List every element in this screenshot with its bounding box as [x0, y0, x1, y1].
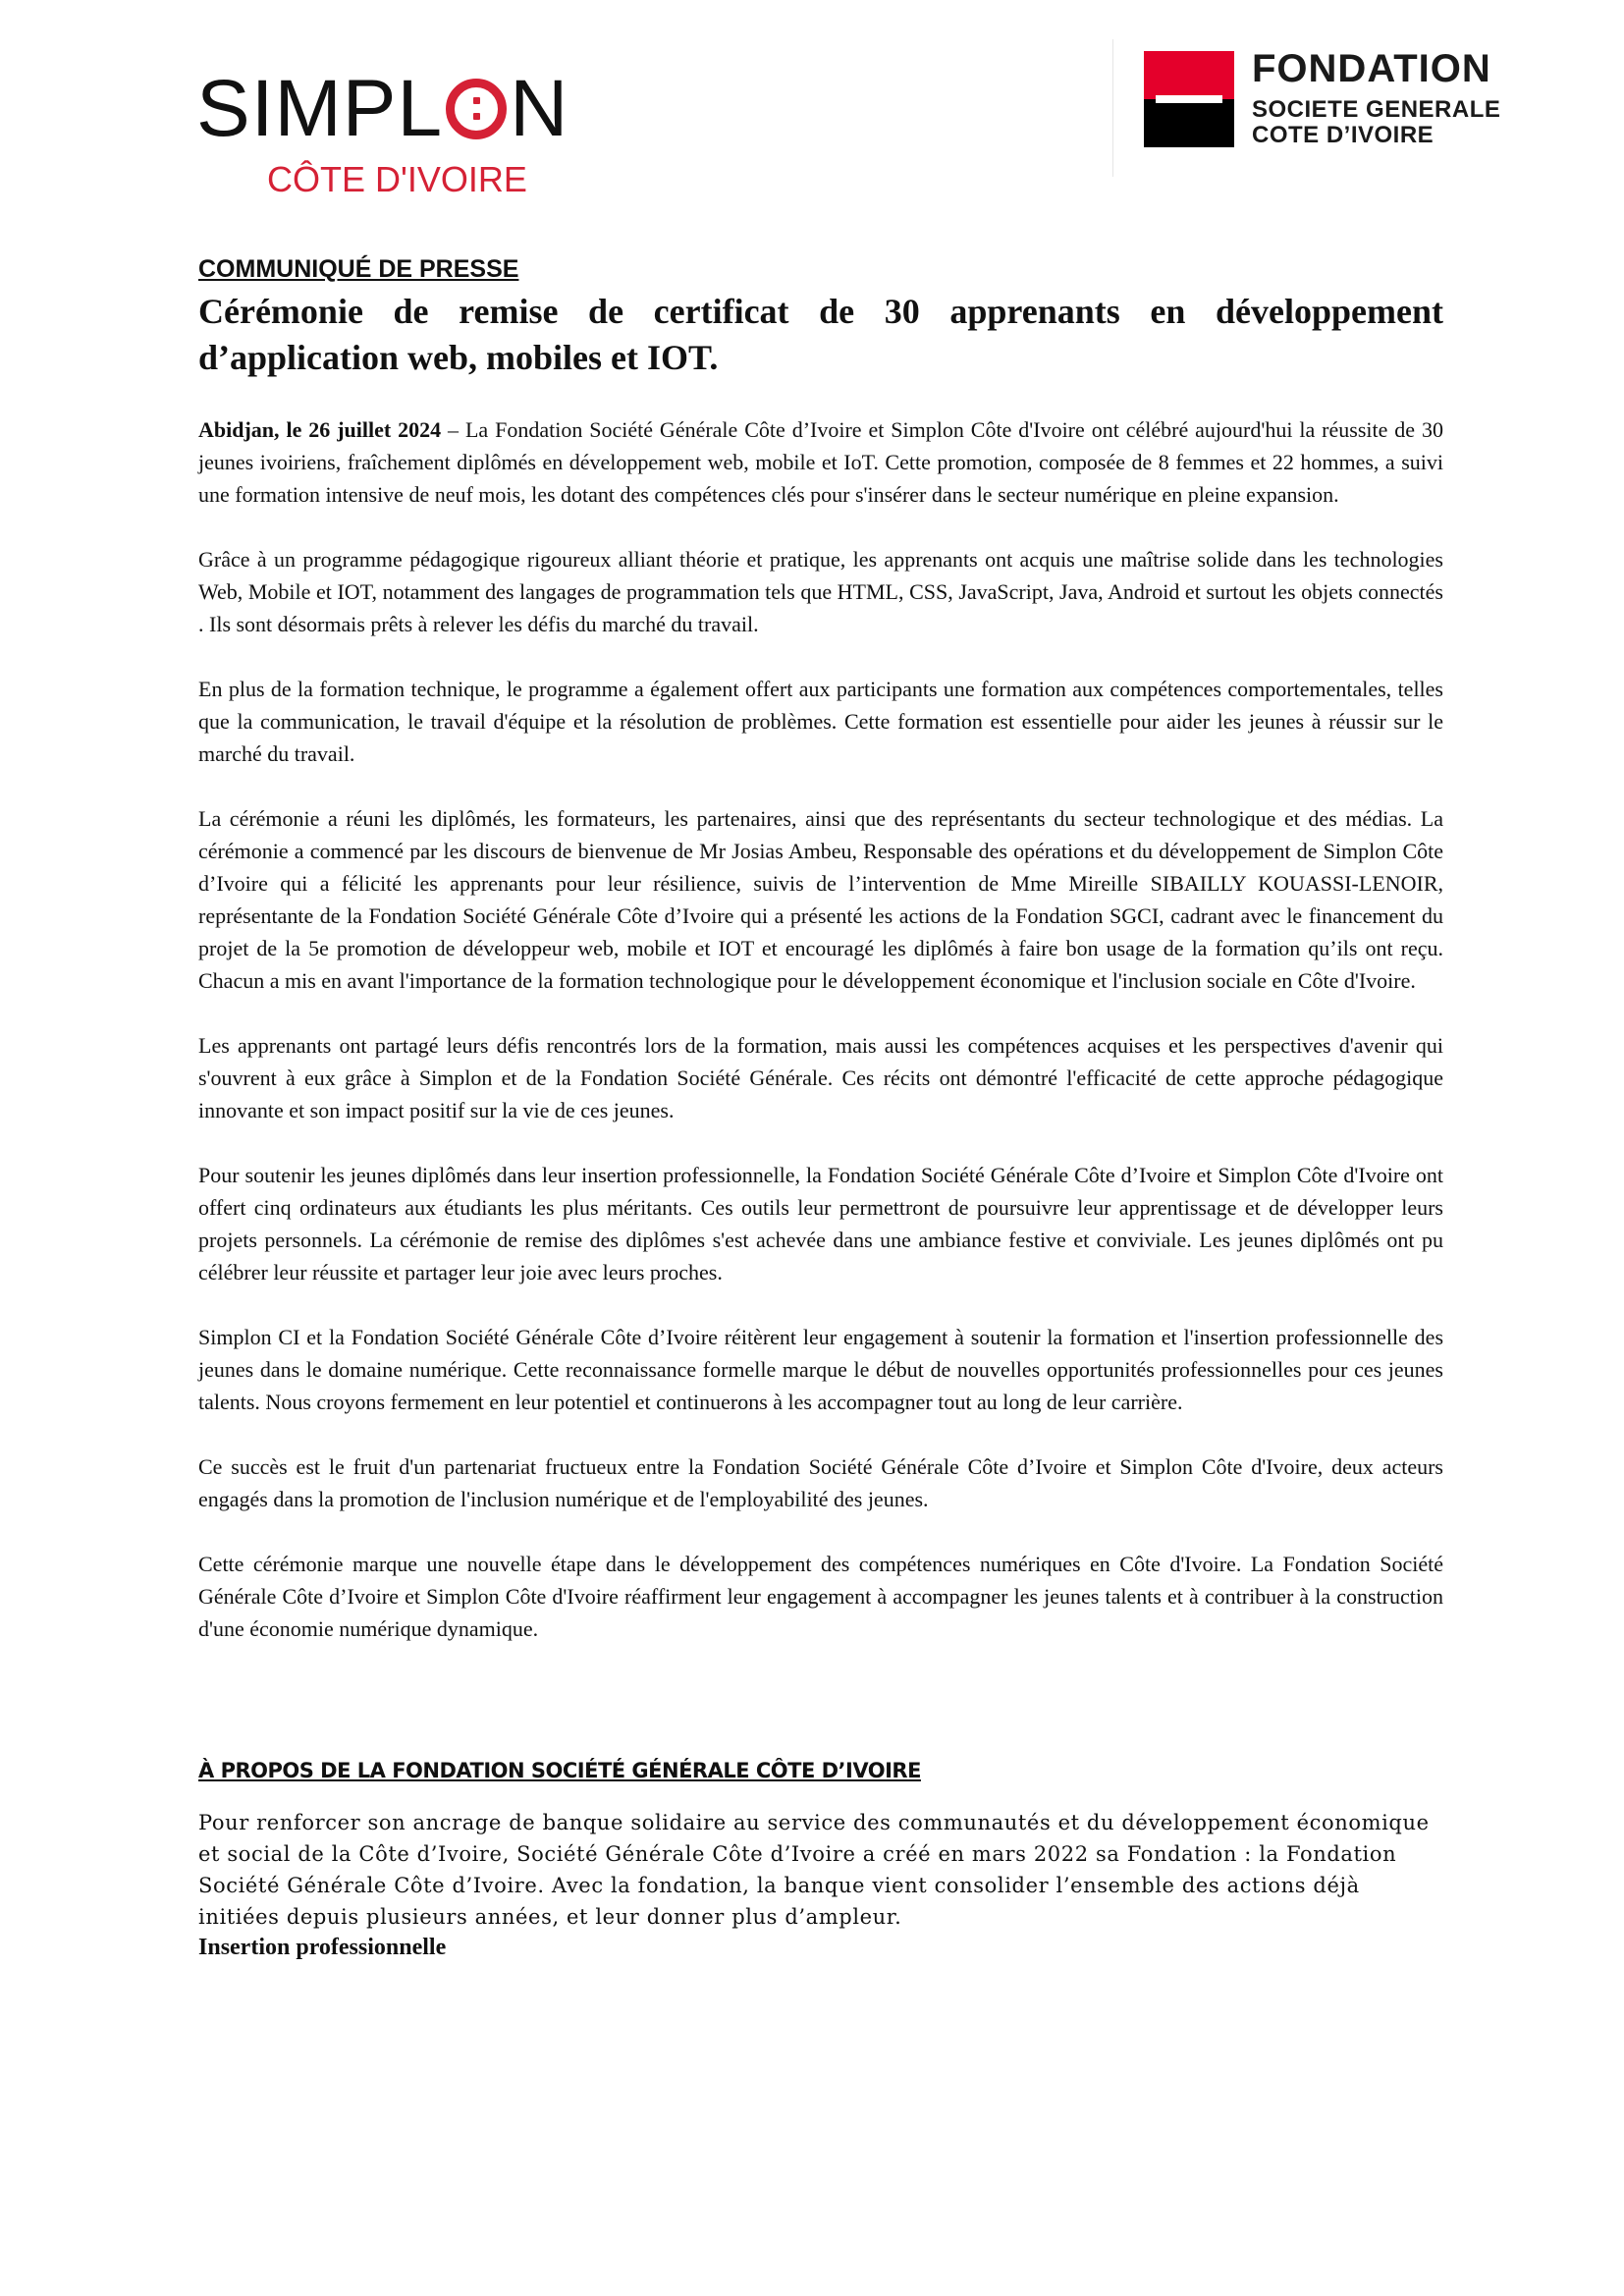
simplon-o-icon: [446, 79, 507, 139]
paragraph-1: [198, 413, 1443, 511]
paragraph-7: Simplon CI et la Fondation Société Générale Côte d’Ivoire réitèrent leur engagement à soutenir la formation et l'insertion professionnelle des jeunes dans le domaine numérique. Cette reconnaissance formelle marque le début de nouvelles opportunités professionnelles pour ces jeunes talents. Nous croyons fermement en leur potentiel et continuerons à les accompagner tout au long de leur carrière.: [198, 1325, 1443, 1414]
about-paragraph: Pour renforcer son ancrage de banque solidaire au service des communautés et du développement économique et social de la Côte d’Ivoire, Société Générale Côte d’Ivoire a créé en mars 2022 sa Fondation : la Fondation Société Générale Côte d’Ivoire. Avec la fondation, la banque vient consolider l’ensemble des actions déjà initiées depuis plusieurs années, et leur donner plus d’ampleur.: [198, 1811, 1430, 1929]
paragraph-9: Cette cérémonie marque une nouvelle étape dans le développement des compétences numériques en Côte d'Ivoire. La Fondation Société Générale Côte d’Ivoire et Simplon Côte d'Ivoire réaffirment leur engagement à accompagner les jeunes talents et à contribuer à la construction d'une économie numérique dynamique.: [198, 1552, 1443, 1641]
paragraph-2: Grâce à un programme pédagogique rigoureux alliant théorie et pratique, les apprenants ont acquis une maîtrise solide dans les technologies Web, Mobile et IOT, notamment des langages de programmation tels que HTML, CSS, JavaScript, Java, Android et surtout les objets connectés . Ils sont désormais prêts à relever les défis du marché du travail.: [198, 547, 1443, 636]
simplon-wordmark: [196, 65, 568, 153]
press-release-headline: Cérémonie de remise de certificat de 30 apprenants en développement d’application web, mobiles et IOT.: [198, 292, 1443, 377]
press-release-kicker: COMMUNIQUÉ DE PRESSE: [198, 255, 519, 283]
about-heading: À PROPOS DE LA FONDATION SOCIÉTÉ GÉNÉRALE CÔTE D’IVOIRE: [198, 1759, 921, 1782]
dateline: Abidjan, le 26 juillet 2024: [198, 417, 442, 442]
sg-square-icon: [1144, 51, 1234, 147]
simplon-word-right: N: [510, 64, 569, 153]
simplon-logo: [196, 65, 569, 202]
about-subheading: Insertion professionnelle: [198, 1935, 447, 1960]
paragraph-6: Pour soutenir les jeunes diplômés dans leur insertion professionnelle, la Fondation Société Générale Côte d’Ivoire et Simplon Côte d'Ivoire ont offert cinq ordinateurs aux étudiants les plus méritants. Ces outils leur permettront de poursuivre leur apprentissage et de développer leurs projets personnels. La cérémonie de remise des diplômes s'est achevée dans une ambiance festive et conviviale. Les jeunes diplômés ont pu célébrer leur réussite et partager leur joie avec leurs proches.: [198, 1163, 1443, 1285]
sg-logo-line3: COTE D’IVOIRE: [1252, 122, 1435, 148]
paragraph-4: La cérémonie a réuni les diplômés, les formateurs, les partenaires, ainsi que des représentants du secteur technologique et des médias. La cérémonie a commencé par les discours de bienvenue de Mr Josias Ambeu, Responsable des opérations et du développement de Simplon Côte d’Ivoire qui a félicité les apprenants pour leur résilience, suivis de l’intervention de Mme Mireille SIBAILLY KOUASSI-LENOIR, représentante de la Fondation Société Générale Côte d’Ivoire qui a présenté les actions de la Fondation SGCI, cadrant avec le financement du projet de la 5e promotion de développeur web, mobile et IOT et encouragé les diplômés à faire bon usage de la formation qu’ils ont reçu. Chacun a mis en avant l'importance de la formation technologique pour le développement économique et l'inclusion sociale en Côte d'Ivoire.: [198, 806, 1443, 993]
paragraph-3: En plus de la formation technique, le programme a également offert aux participants une formation aux compétences comportementales, telles que la communication, le travail d'équipe et la résolution de problèmes. Cette formation est essentielle pour aider les jeunes à réussir sur le marché du travail.: [198, 677, 1443, 766]
sg-logo-line2: SOCIETE GENERALE: [1252, 96, 1501, 123]
press-release-body: [198, 253, 1443, 1962]
fondation-sg-logo: [1144, 47, 1546, 149]
simplon-word-left: SIMPL: [196, 64, 444, 153]
paragraph-5: Les apprenants ont partagé leurs défis rencontrés lors de la formation, mais aussi les compétences acquises et les perspectives d'avenir qui s'ouvrent à eux grâce à Simplon et de la Fondation Société Générale. Ces récits ont démontré l'efficacité de cette approche pédagogique innovante et son impact positif sur la vie de ces jeunes.: [198, 1033, 1443, 1122]
simplon-subtitle: CÔTE D'IVOIRE: [267, 159, 527, 199]
sg-logo-line1: FONDATION: [1252, 47, 1491, 90]
header-divider: [1112, 39, 1113, 177]
paragraph-8: Ce succès est le fruit d'un partenariat fructueux entre la Fondation Société Générale Côte d’Ivoire et Simplon Côte d'Ivoire, deux acteurs engagés dans la promotion de l'inclusion numérique et de l'employabilité des jeunes.: [198, 1454, 1443, 1511]
paragraph-1-text: – La Fondation Société Générale Côte d’Ivoire et Simplon Côte d'Ivoire ont célébré aujourd'hui la réussite de 30 jeunes ivoiriens, fraîchement diplômés en développement web, mobile et IoT. Cette promotion, composée de 8 femmes et 22 hommes, a suivi une formation intensive de neuf mois, les dotant des compétences clés pour s'insérer dans le secteur numérique en pleine expansion.: [198, 417, 1443, 507]
